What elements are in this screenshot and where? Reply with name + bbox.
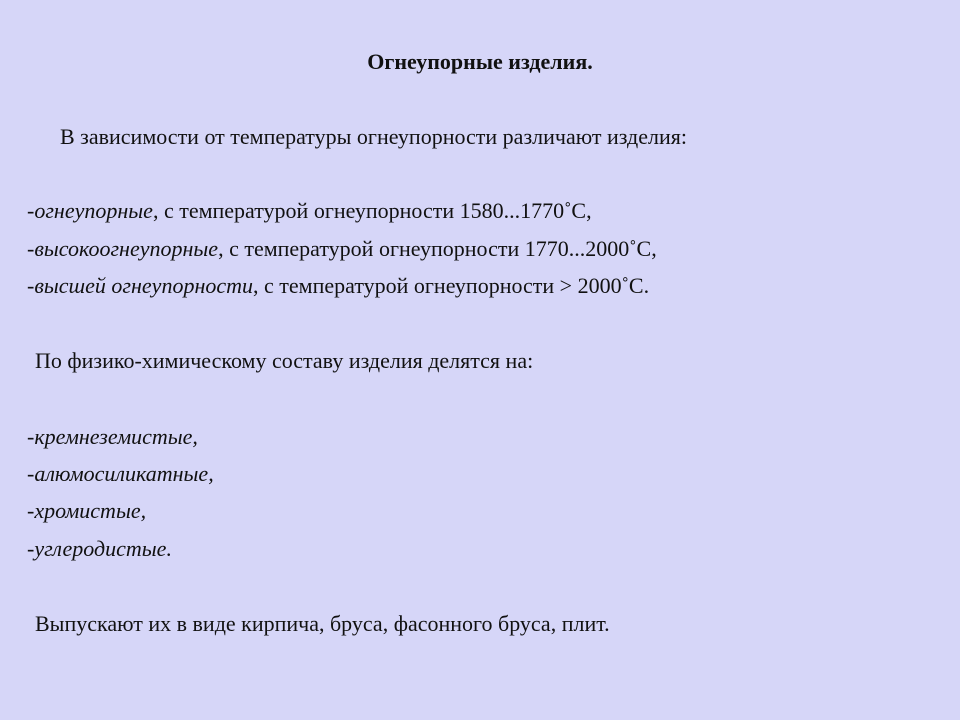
list-dash: - bbox=[27, 424, 35, 449]
composition-class-term: хромистые, bbox=[34, 498, 147, 523]
list-dash: - bbox=[27, 198, 35, 223]
slide-title: Огнеупорные изделия. bbox=[367, 49, 593, 74]
temperature-class-term: огнеупорные bbox=[34, 198, 153, 223]
list-dash: - bbox=[27, 236, 35, 261]
temperature-class-item bbox=[27, 273, 649, 299]
list-dash: - bbox=[27, 498, 35, 523]
intro-temperature-text: В зависимости от температуры огнеупорности различают изделия: bbox=[60, 124, 687, 149]
list-dash: - bbox=[27, 536, 35, 561]
composition-class-item bbox=[27, 461, 214, 487]
composition-class-term: алюмосиликатные, bbox=[34, 461, 214, 486]
composition-class-term: кремнеземистые, bbox=[34, 424, 198, 449]
composition-class-item bbox=[27, 536, 172, 562]
temperature-class-description: , с температурой огнеупорности 1580...1770˚C, bbox=[152, 198, 592, 223]
temperature-class-term: высшей огнеупорности bbox=[34, 273, 254, 298]
temperature-class-description: , с температурой огнеупорности 1770...2000˚C, bbox=[218, 236, 657, 261]
temperature-class-term: высокоогнеупорные bbox=[34, 236, 219, 261]
list-dash: - bbox=[27, 461, 35, 486]
temperature-class-item bbox=[27, 236, 657, 262]
temperature-class-description: , с температурой огнеупорности > 2000˚C. bbox=[253, 273, 650, 298]
list-dash: - bbox=[27, 273, 35, 298]
composition-class-item bbox=[27, 424, 198, 450]
composition-class-term: углеродистые. bbox=[34, 536, 172, 561]
composition-class-item bbox=[27, 498, 146, 524]
temperature-class-item bbox=[27, 198, 592, 224]
intro-composition-text: По физико-химическому составу изделия делятся на: bbox=[35, 348, 534, 373]
conclusion-text: Выпускают их в виде кирпича, бруса, фасонного бруса, плит. bbox=[35, 611, 610, 636]
